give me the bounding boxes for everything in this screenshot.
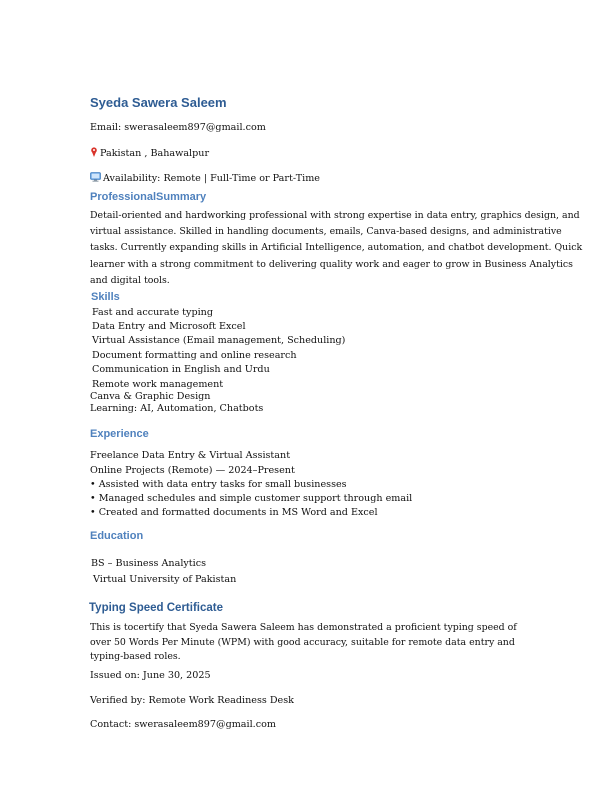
experience-bullet: • Assisted with data entry tasks for small businesses xyxy=(90,479,347,490)
experience-title: Freelance Data Entry & Virtual Assistant xyxy=(90,450,291,461)
certificate-issued: Issued on: June 30, 2025 xyxy=(90,670,211,681)
skill-item: Data Entry and Microsoft Excel xyxy=(92,321,246,332)
certificate-verified: Verified by: Remote Work Readiness Desk xyxy=(90,695,294,706)
skill-item: Remote work management xyxy=(92,379,224,390)
education-school: Virtual University of Pakistan xyxy=(93,574,237,585)
skills-heading: Skills xyxy=(91,291,120,303)
availability-text: Availability: Remote | Full-Time or Part-Time xyxy=(103,173,320,184)
certificate-heading: Typing Speed Certificate xyxy=(89,602,223,614)
education-degree: BS – Business Analytics xyxy=(91,558,207,569)
summary-text: Detail-oriented and hardworking professional with strong expertise in data entry, graphics design, and virtual assistance. Skilled in handling documents, emails, Canva-based designs, and administrative tasks. Currently expanding skills in Artificial Intelligence, automation, and chatbot development. Quick learner with a strong commitment to delivering quality work and eager to grow in Business Analytics and digital tools. xyxy=(90,210,583,286)
skill-item: Communication in English and Urdu xyxy=(92,364,270,375)
certificate-contact: Contact: swerasaleem897@gmail.com xyxy=(90,719,276,730)
location-text: Pakistan , Bahawalpur xyxy=(100,148,210,159)
location-line xyxy=(90,147,209,159)
skill-item: Fast and accurate typing xyxy=(92,307,213,318)
skill-item: Canva & Graphic Design xyxy=(90,391,211,402)
skill-item: Document formatting and online research xyxy=(92,350,297,361)
availability-line xyxy=(90,172,320,184)
monitor-icon xyxy=(90,172,101,182)
education-heading: Education xyxy=(90,530,144,542)
experience-period: Online Projects (Remote) — 2024–Present xyxy=(90,465,295,476)
candidate-name: Syeda Sawera Saleem xyxy=(90,95,227,110)
experience-bullet: • Created and formatted documents in MS Word and Excel xyxy=(90,507,378,518)
experience-heading: Experience xyxy=(90,428,149,440)
email-line: Email: swerasaleem897@gmail.com xyxy=(90,122,266,133)
summary-heading: ProfessionalSummary xyxy=(90,191,207,203)
skill-item: Learning: AI, Automation, Chatbots xyxy=(90,403,264,414)
certificate-text: This is tocertify that Syeda Sawera Saleem has demonstrated a proficient typing speed of over 50 Words Per Minute (WPM) with good accuracy, suitable for remote data entry and typing-based roles. xyxy=(90,622,517,663)
experience-bullet: • Managed schedules and simple customer support through email xyxy=(90,493,413,504)
map-pin-icon xyxy=(90,147,98,157)
skill-item: Virtual Assistance (Email management, Scheduling) xyxy=(92,335,346,346)
